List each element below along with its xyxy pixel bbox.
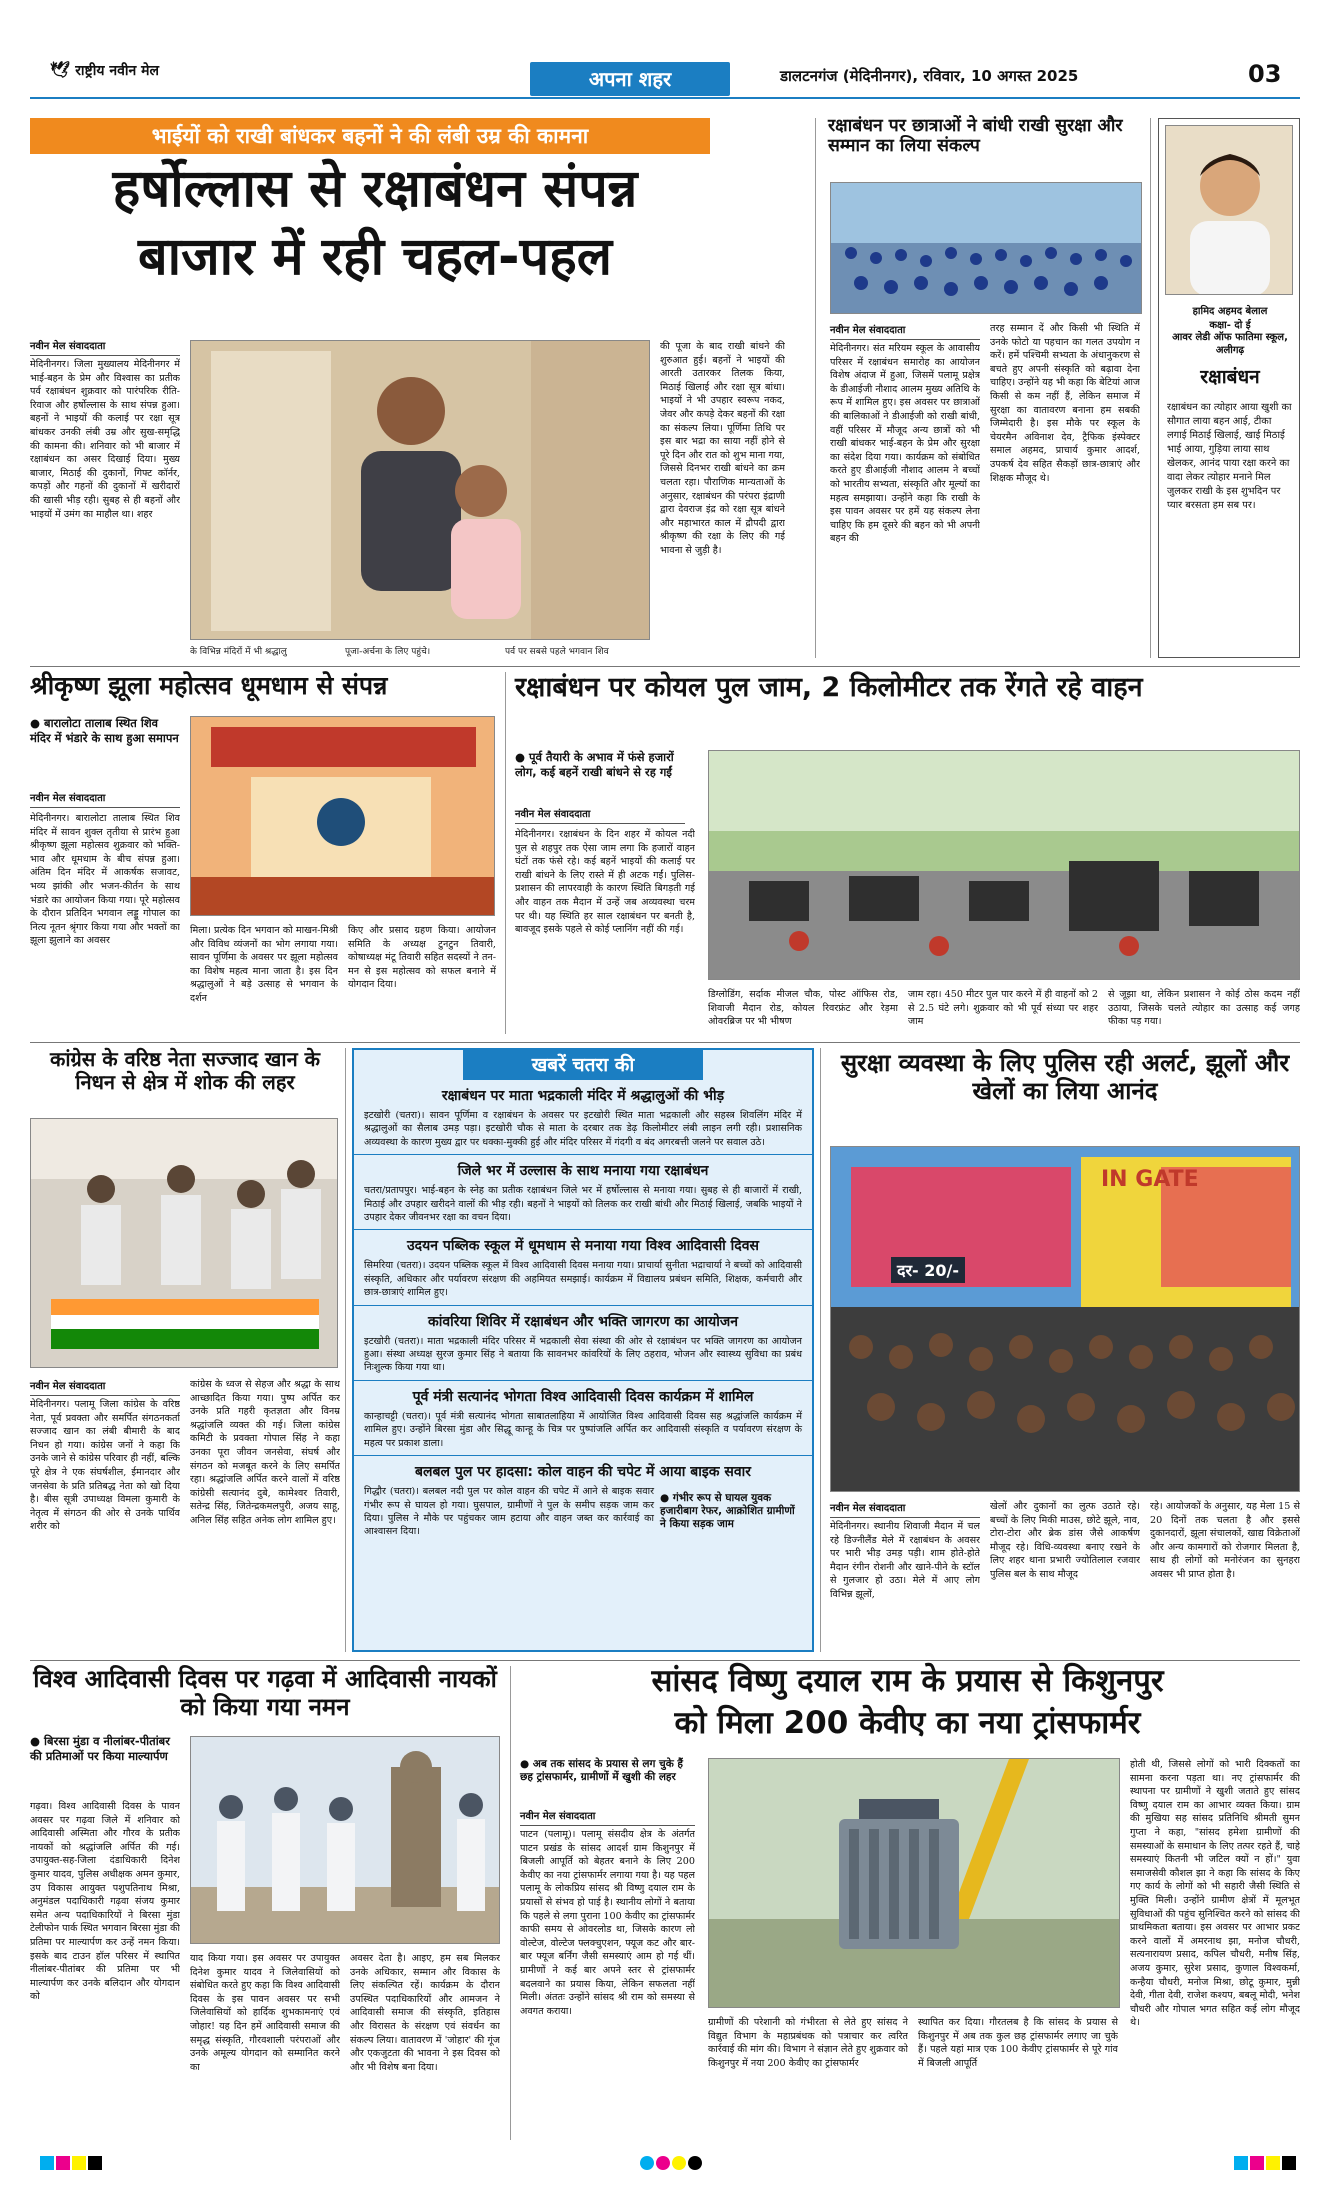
chatra-item-title: उदयन पब्लिक स्कूल में धूमधाम से मनाया गया विश्व आदिवासी दिवस [407, 1238, 759, 1255]
footer-color-bar [40, 2156, 1300, 2170]
chatra-item [354, 1236, 812, 1305]
suraksha-photo [830, 1146, 1300, 1492]
lead-kicker-text: भाईयों को राखी बांधकर बहनों ने की लंबी उम्र की कामना [151, 124, 589, 148]
lead-photo-caption-3: पर्व पर सबसे पहले भगवान शिव [505, 647, 609, 657]
chatra-item-title: बलबल पुल पर हादसा: कोल वाहन की चपेट में आया बाइक सवार [415, 1464, 751, 1481]
transformer-headline-2: को मिला 200 केवीए का नया ट्रांसफार्मर [674, 1705, 1141, 1741]
adivasi-headline: विश्व आदिवासी दिवस पर गढ़वा में आदिवासी नायकों को किया गया नमन [33, 1665, 497, 1721]
krishna-column-2: मिला। प्रत्येक दिन भगवान को माखन-मिश्री और विविध व्यंजनों का भोग लगाया गया। सावन पूर्णिमा के अवसर पर झूला महोत्सव का विशेष महत्व माना जाता है। इस दिन श्रद्धालुओं ने बड़े उत्साह से भगवान के दर्शन [190, 925, 338, 1004]
masthead-logo [50, 60, 159, 80]
fair-crowd-photo [831, 1147, 1300, 1492]
chatra-box [352, 1048, 814, 1652]
congress-byline: नवीन मेल संवाददाता [30, 1378, 180, 1396]
traffic-jam-photo [709, 751, 1300, 980]
suraksha-column-1: मेदिनीनगर। स्थानीय शिवाजी मैदान में चल रहे डिज्नीलैंड मेले में रक्षाबंधन के अवसर पर भारी भीड़ उमड़ पड़ी। शाम होते-होते मैदान रंगीन रोशनी और खाने-पीने के स्टॉल से गुलजार हो उठा। मेले में आए लोग विभिन्न झूलों, [830, 1521, 980, 1600]
rakhi-siblings-photo [191, 341, 650, 640]
chatra-item-body: गिद्धौर (चतरा)। बलबल नदी पुल पर कोल वाहन की चपेट में आने से बाइक सवार गंभीर रूप से घायल हो गया। घुसपाल, ग्रामीणों ने पुल के समीप सड़क जाम कर दिया। पुलिस ने मौके पर पहुंचकर जाम हटाया और वाहन जब्त कर कार्रवाई का आश्वासन दिया। [364, 1486, 654, 1538]
koel-headline: रक्षाबंधन पर कोयल पुल जाम, 2 किलोमीटर तक रेंगते रहे वाहन [515, 672, 1143, 703]
lead-byline: नवीन मेल संवाददाता [30, 338, 180, 356]
transformer-photo [708, 1758, 1120, 2008]
transformer-byline: नवीन मेल संवाददाता [520, 1808, 695, 1826]
chatra-item-title: पूर्व मंत्री सत्यानंद भोगता विश्व आदिवासी दिवस कार्यक्रम में शामिल [412, 1388, 754, 1405]
krishna-headline: श्रीकृष्ण झूला महोत्सव धूमधाम से संपन्न [30, 671, 388, 700]
chatra-item-title: जिले भर में उल्लास के साथ मनाया गया रक्षाबंधन [457, 1163, 709, 1180]
transformer-column-1: पाटन (पलामू)। पलामू संसदीय क्षेत्र के अंतर्गत पाटन प्रखंड के सांसद आदर्श ग्राम किशुनपुर में बिजली आपूर्ति को बेहतर बनाने के लिए 200 केवीए का नया ट्रांसफार्मर लगाया गया है। यह पहल पलामू के लोकप्रिय सांसद श्री विष्णु दयाल राम के प्रयासों से संभव हो पाई है। स्थानीय लोगों ने बताया कि पहले से लगा पुराना 100 केवीए का ट्रांसफार्मर काफी समय से ओवरलोड था, जिसके कारण लो वोल्टेज, वोल्टेज फ्लक्चुएशन, फ्यूज कट और बार-बार फ्यूज बर्निंग जैसी समस्याएं आम हो गई थीं। ग्रामीणों ने कई बार अपने स्तर से ट्रांसफार्मर बदलवाने का प्रयास किया, लेकिन सफलता नहीं मिली। अंततः उन्होंने सांसद श्री राम को समस्या से अवगत कराया। [520, 1829, 695, 2017]
chatra-item [354, 1161, 812, 1230]
child-portrait [1166, 126, 1293, 295]
koel-column-1: मेदिनीनगर। रक्षाबंधन के दिन शहर में कोयल नदी पुल से शहपुर तक ऐसा जाम लगा कि हजारों वाहन घंटों तक फंसे रहे। कई बहनें भाइयों की कलाई पर राखी बांधने के लिए रास्ते में ही अटक गईं। पुलिस-प्रशासन की लापरवाही के कारण स्थिति बिगड़ती गई और वाहन तक मैदान में उन्हें जब अव्यवस्था चरम पर थी। यह स्थिति हर साल रक्षाबंधन पर बनती है, बावजूद इसके पहले से कोई प्लानिंग नहीं की गई। [515, 829, 695, 936]
koel-byline: नवीन मेल संवाददाता [515, 806, 685, 824]
chatra-header-text: खबरें चतरा की [531, 1054, 635, 1076]
suraksha-column-2: खेलों और दुकानों का लुत्फ उठाते रहे। बच्चों के लिए मिकी माउस, छोटे झूले, नाव, टोरा-टोरा और ब्रेक डांस जैसे आकर्षण मौजूद रहे। विधि-व्यवस्था बनाए रखने के लिए शहर थाना प्रभारी ज्योतिलाल रजवार पुलिस बल के साथ मौजूद [990, 1501, 1140, 1580]
koel-photo [708, 750, 1300, 980]
rakhi-poem-box [1158, 118, 1300, 658]
chatra-item [354, 1387, 812, 1456]
in-gate-sign: IN GATE [1101, 1167, 1199, 1192]
lead-photo [190, 340, 650, 640]
dove-icon: 🕊 [50, 60, 71, 79]
lead-column-1: मेदिनीनगर। जिला मुख्यालय मेदिनीनगर में भाई-बहन के प्रेम और विश्वास का प्रतीक पर्व रक्षाबंधन शुक्रवार को पारंपरिक रीति-रिवाज और हर्षोल्लास के साथ संपन्न हुआ। बहनों ने भाइयों की कलाई पर रक्षा सूत्र बांधकर उनकी लंबी उम्र और सुख-समृद्धि की कामना की। शनिवार को भी बाजार में रक्षाबंधन का असर दिखाई दिया। मुख्य बाजार, मिठाई की दुकानों, गिफ्ट कॉर्नर, कपड़ों और गहनों की दुकानों में खरीदारों की खासी भीड़ रही। सुबह से ही बहनों और भाइयों में उमंग का माहौल था। शहर [30, 359, 180, 520]
chatra-item [354, 1462, 812, 1544]
krishna-column-3: किए और प्रसाद ग्रहण किया। आयोजन समिति के अध्यक्ष टुनटुन तिवारी, कोषाध्यक्ष मंटू तिवारी सहित सदस्यों ने तन-मन से इस महोत्सव को सफल बनाने में योगदान दिया। [348, 925, 496, 991]
chatra-header [463, 1050, 703, 1080]
adivasi-column-3: अवसर देता है। आइए, हम सब मिलकर उनके अधिकार, सम्मान और विकास के लिए संकल्पित रहें। कार्यक्रम के दौरान उपस्थित पदाधिकारियों और आमजन ने आदिवासी समाज की संस्कृति, इतिहास और विरासत के संरक्षण एवं संवर्धन का संकल्प लिया। वातावरण में 'जोहार' की गूंज और एकजुटता की भावना ने इस दिवस को और भी विशेष बना दिया। [350, 1953, 500, 2073]
transformer-under-2: स्थापित कर दिया। गौरतलब है कि सांसद के प्रयास से किशुनपुर में अब तक कुल छह ट्रांसफार्मर लगाए जा चुके हैं। पहले यहां मात्र एक 100 केवीए ट्रांसफार्मर से पूरे गांव में बिजली आपूर्ति [918, 2017, 1118, 2069]
page-number: 03 [1248, 60, 1282, 88]
chatra-side-bullet: ● गंभीर रूप से घायल युवक हजारीबाग रेफर, आक्रोशित ग्रामीणों ने किया सड़क जाम [660, 1492, 800, 1531]
poet-name: हामिद अहमद बेलाल [1192, 306, 1268, 317]
chhatra-headline: रक्षाबंधन पर छात्राओं ने बांधी राखी सुरक्षा और सम्मान का लिया संकल्प [828, 116, 1123, 157]
chhatra-photo [830, 182, 1142, 314]
transformer-installation-photo [709, 1759, 1120, 2008]
adivasi-bullet: ● बिरसा मुंडा व नीलांबर-पीतांबर की प्रतिमाओं पर किया माल्यार्पण [30, 1734, 180, 1764]
transformer-under-1: ग्रामीणों की परेशानी को गंभीरता से लेते हुए सांसद ने विद्युत विभाग के महाप्रबंधक को पत्राचार कर त्वरित कार्रवाई की मांग की। विभाग ने संज्ञान लेते हुए शुक्रवार को किशुनपुर में नया 200 केवीए का ट्रांसफार्मर [708, 2017, 908, 2069]
suraksha-headline: सुरक्षा व्यवस्था के लिए पुलिस रही अलर्ट, झूलों और खेलों का लिया आनंद [840, 1049, 1290, 1105]
krishna-photo [190, 716, 495, 916]
chatra-item-body: चतरा/प्रतापपुर। भाई-बहन के स्नेह का प्रतीक रक्षाबंधन जिले भर में हर्षोल्लास से मनाया गया। सुबह से ही बाजारों में राखी, मिठाई और उपहार खरीदने वालों की भीड़ रही। बहनों ने भाइयों को तिलक कर राखी बांधी और मिठाई खिलाई, जबकि भाइयों ने उपहार देकर जीवनभर रक्षा का वचन दिया। [364, 1185, 802, 1224]
chhatra-column-2: तरह सम्मान दें और किसी भी स्थिति में उनके फोटो या पहचान का गलत उपयोग न करें। हमें पश्चिमी सभ्यता के अंधानुकरण से बचते हुए अपनी संस्कृति को बढ़ावा देना चाहिए। उन्होंने यह भी कहा कि बेटियां आज किसी से कम नहीं हैं, लेकिन समाज में सुरक्षा का वातावरण बनाना हम सबकी जिम्मेदारी है। इस मौके पर स्कूल के चेयरमैन अविनाश देव, ट्रैफिक इंस्पेक्टर समाल अहमद, प्राचार्य कुमार आदर्श, उपकर्ष देव सहित सैकड़ों छात्र-छात्राएं और शिक्षक मौजूद थे। [990, 323, 1140, 484]
statue-garlanding-photo [191, 1737, 500, 1944]
chatra-item-body: सिमरिया (चतरा)। उदयन पब्लिक स्कूल में विश्व आदिवासी दिवस मनाया गया। प्राचार्या सुनीता भद्राचार्या ने बच्चों को आदिवासी संस्कृति, अधिकार और पर्यावरण संरक्षण की अहमियत समझाई। कार्यक्रम में विद्यालय प्रबंधन समिति, शिक्षक, कर्मचारी और छात्र-छात्राएं शामिल हुए। [364, 1260, 802, 1299]
transformer-headline-1: सांसद विष्णु दयाल राम के प्रयास से किशुनपुर [651, 1663, 1164, 1699]
section-label [530, 62, 730, 96]
congress-photo [30, 1118, 338, 1368]
chhatra-byline: नवीन मेल संवाददाता [830, 322, 980, 340]
lead-headline-2: बाजार में रही चहल-पहल [137, 227, 613, 287]
congress-column-1: मेदिनीनगर। पलामू जिला कांग्रेस के वरिष्ठ नेता, पूर्व प्रवक्ता और समर्पित संगठनकर्ता सज्जाद खान का लंबी बीमारी के बाद निधन हो गया। कांग्रेस जनों ने कहा कि उनके जाने से कांग्रेस परिवार ही नहीं, बल्कि पूरे क्षेत्र ने एक संघर्षशील, ईमानदार और जनसेवा के प्रति प्रतिबद्ध नेता को खो दिया है। बीस सूत्री उपाध्यक्ष विमला कुमारी के नेतृत्व में संगठन की ओर से उनके पार्थिव शरीर को [30, 1399, 180, 1533]
suraksha-byline: नवीन मेल संवाददाता [830, 1500, 980, 1518]
section-label-text: अपना शहर [588, 67, 672, 91]
school-assembly-photo [831, 183, 1142, 314]
adivasi-column-1: गढ़वा। विश्व आदिवासी दिवस के पावन अवसर पर गढ़वा जिले में शनिवार को आदिवासी अस्मिता और गौरव के प्रतीक नायकों को श्रद्धांजलि अर्पित की गई। उपायुक्त-सह-जिला दंडाधिकारी दिनेश कुमार यादव, पुलिस अधीक्षक अमन कुमार, उप विकास आयुक्त पशुपतिनाथ मिश्रा, अनुमंडल पदाधिकारी गढ़वा संजय कुमार समेत अन्य पदाधिकारियों ने बिरसा मुंडा टेलीफोन पार्क स्थित भगवान बिरसा मुंडा की प्रतिमा पर माल्यार्पण कर उन्हें नमन किया। इसके बाद टाउन हॉल परिसर में स्थापित नीलांबर-पीतांबर की प्रतिमा पर भी माल्यार्पण कर उनके बलिदान और योगदान को [30, 1801, 180, 2003]
congress-headline: कांग्रेस के वरिष्ठ नेता सज्जाद खान के निधन से क्षेत्र में शोक की लहर [49, 1047, 321, 1094]
krishna-column-1: मेदिनीनगर। बारालोटा तालाब स्थित शिव मंदिर में सावन शुक्ल तृतीया से प्रारंभ हुआ श्रीकृष्ण झूला महोत्सव शुक्रवार को भक्ति-भाव और धूमधाम के बीच संपन्न हुआ। अंतिम दिन मंदिर में आकर्षक सजावट, भव्य झांकी और भजन-कीर्तन के साथ भंडारे का आयोजन किया गया। पूरे महोत्सव के दौरान प्रतिदिन भगवान लड्डू गोपाल का नित्य नूतन श्रृंगार किया गया और भक्तों का झूला झुलाने का अवसर [30, 813, 180, 947]
page-header [0, 0, 1325, 100]
chatra-item-body: कान्हाचट्टी (चतरा)। पूर्व मंत्री सत्यानंद भोगता साबातलाहिया में आयोजित विश्व आदिवासी दिवस सह श्रद्धांजलि कार्यक्रम में शामिल हुए। उन्होंने बिरसा मुंडा और सिद्धू कान्हू के चित्र पर पुष्पांजलि अर्पित कर आदिवासी संस्कृति व पर्यावरण संरक्षण के महत्व पर प्रकाश डाला। [364, 1410, 802, 1449]
dateline: डालटनगंज (मेदिनीनगर), रविवार, 10 अगस्त 2025 [780, 67, 1079, 85]
poem-text: रक्षाबंधन का त्योहार आया खुशी का सौगात लाया बहन आई, टीका लगाई मिठाई खिलाई, खाई मिठाई भाई आया, गुड़िया लाया साथ खेलकर, आनंद पाया रक्षा करने का वादा लेकर त्योहार मनाने मिल जुलकर राखी के इस शुभदिन पर प्यार बरसता हम सब पर। [1167, 402, 1292, 511]
koel-under-1: डिग्लोडिंग, सर्दाक मीजल चौक, पोस्ट ऑफिस रोड, शिवाजी मैदान रोड, कोयल रिवरफ्रंट और रेड़मा ओवरब्रिज पर भी भीषण [708, 989, 898, 1028]
lead-kicker [30, 118, 710, 154]
lead-headline-1: हर्षोल्लास से रक्षाबंधन संपन्न [112, 159, 638, 219]
poem-title: रक्षाबंधन [1200, 366, 1260, 388]
adivasi-column-2: याद किया गया। इस अवसर पर उपायुक्त दिनेश कुमार यादव ने जिलेवासियों को संबोधित करते हुए कहा कि विश्व आदिवासी दिवस के इस पावन अवसर पर सभी जिलेवासियों को हार्दिक शुभकामनाएं एवं जोहार! यह दिन हमें आदिवासी समाज की समृद्ध संस्कृति, गौरवशाली परंपराओं और उनके अमूल्य योगदान को सम्मानित करने का [190, 1953, 340, 2073]
temple-decoration-photo [191, 717, 495, 916]
poet-school: आवर लेडी ऑफ फातिमा स्कूल, अलीगढ़ [1172, 332, 1288, 356]
tribute-photo [31, 1119, 338, 1368]
transformer-bullet: ● अब तक सांसद के प्रयास से लग चुके हैं छह ट्रांसफार्मर, ग्रामीणों में खुशी की लहर [520, 1758, 695, 1784]
poet-class: कक्षा- दो ई [1209, 320, 1251, 331]
transformer-column-3: होती थी, जिससे लोगों को भारी दिक्कतों का सामना करना पड़ता था। नए ट्रांसफार्मर की स्थापना पर ग्रामीणों ने खुशी जताते हुए सांसद विष्णु दयाल राम का आभार व्यक्त किया। ग्राम की मुखिया सह सांसद प्रतिनिधि श्रीमती सुमन गुप्ता ने कहा, "सांसद हमेशा ग्रामीणों की समस्याओं के समाधान के लिए तत्पर रहते हैं, चाहे समस्याएं कितनी भी जटिल क्यों न हों।" युवा समाजसेवी कौशल झा ने कहा कि सांसद के किए गए कार्य के लोगों को भी सहारी जैसी स्थिति से मुक्ति मिली। उन्होंने ग्रामीण क्षेत्रों में मूलभूत सुविधाओं की पहुंच सुनिश्चित करने को सांसद की प्राथमिकता बताया। इस अवसर पर आभार प्रकट करने वालों में अमरनाथ झा, मनोज चौधरी, सत्यनारायण प्रसाद, कपिल चौधरी, मनीष सिंह, अजय कुमार, सुरेश प्रसाद, कुणाल विश्वकर्मा, कन्हैया चौधरी, मनोज मिश्रा, छोटू कुमार, मुन्नी देवी, गीता देवी, राजेश कश्यप, बबलू मोदी, भनेश चौधरी और गोपाल भगत सहित कई लोग मौजूद थे। [1130, 1759, 1300, 2029]
suraksha-column-3: रहे। आयोजकों के अनुसार, यह मेला 15 से 20 दिनों तक चलता है और इससे दुकानदारों, झूला संचालकों, खाद्य विक्रेताओं और अन्य कामगारों को रोजगार मिलता है, साथ ही लोगों को मनोरंजन का सुनहरा अवसर भी प्राप्त होता है। [1150, 1501, 1300, 1580]
chhatra-column-1: मेदिनीनगर। संत मरियम स्कूल के आवासीय परिसर में रक्षाबंधन समारोह का आयोजन विशेष अंदाज में हुआ, जिसमें पलामू प्रक्षेत्र के डीआईजी नौशाद आलम मुख्य अतिथि के रूप में शामिल हुए। इस अवसर पर छात्राओं की बालिकाओं ने डीआईजी को राखी बांधी, वहीं परिसर में मौजूद अन्य छात्रों को भी राखी बांधकर भाई-बहन के प्रेम और सुरक्षा का संदेश दिया गया। कार्यक्रम को संबोधित करते हुए डीआईजी नौशाद आलम ने बच्चों को भारतीय सभ्यता, संस्कृति और मूल्यों का महत्व समझाया। उन्होंने कहा कि राखी के इस पावन अवसर पर हमें यह संकल्प लेना चाहिए कि हम दूसरे की बहन को भी अपनी बहन की [830, 343, 980, 545]
krishna-bullet: ● बारालोटा तालाब स्थित शिव मंदिर में भंडारे के साथ हुआ समापन [30, 716, 180, 746]
lead-column-2: की पूजा के बाद राखी बांधने की शुरुआत हुई। बहनों ने भाइयों की आरती उतारकर तिलक किया, मिठाई खिलाई और रक्षा सूत्र बांधा। भाइयों ने भी उपहार स्वरूप नकद, जेवर और कपड़े देकर बहनों की रक्षा का संकल्प लिया। पूर्णिमा तिथि पर इस बार भद्रा का साया नहीं होने से पूरे दिन और रात को शुभ माना गया, जिससे दिनभर राखी बांधने का क्रम चलता रहा। पौराणिक मान्यताओं के अनुसार, रक्षाबंधन की परंपरा इंद्राणी द्वारा देवराज इंद्र को रक्षा सूत्र बांधने और महाभारत काल में द्रौपदी द्वारा श्रीकृष्ण की रक्षा के लिए की गई भावना से जुड़ी है। [660, 341, 785, 556]
adivasi-photo [190, 1736, 500, 1944]
chatra-item-title: रक्षाबंधन पर माता भद्रकाली मंदिर में श्रद्धालुओं की भीड़ [441, 1088, 725, 1104]
krishna-byline: नवीन मेल संवाददाता [30, 790, 180, 808]
lead-photo-caption-1: के विभिन्न मंदिरों में भी श्रद्धालु [190, 647, 287, 657]
child-photo [1165, 125, 1293, 295]
chatra-item [354, 1312, 812, 1381]
chatra-item-body: इटखोरी (चतरा)। सावन पूर्णिमा व रक्षाबंधन के अवसर पर इटखोरी स्थित माता भद्रकाली और सहस्त्र शिवलिंग मंदिर में श्रद्धालुओं का सैलाब उमड़ पड़ा। इटखोरी चौक से माता के दरबार तक डेढ़ किलोमीटर लंबी लाइन लगी रही। प्रशासनिक अव्यवस्था के कारण मुख्य द्वार पर धक्का-मुक्की हुई और मंदिर परिसर में गंदगी व बंद अगरबत्ती जलने पर सवाल उठे। [364, 1110, 802, 1148]
congress-column-2: कांग्रेस के ध्वज से सेहज और श्रद्धा के साथ आच्छादित किया गया। पुष्प अर्पित कर उनके प्रति गहरी कृतज्ञता और विनम्र श्रद्धांजलि व्यक्त की गई। जिला कांग्रेस कमिटी के प्रवक्ता गोपाल सिंह ने कहा उनका पूरा जीवन जनसेवा, संघर्ष और संगठन को मजबूत करने के लिए समर्पित रहा। श्रद्धांजलि अर्पित करने वालों में वरिष्ठ कांग्रेसी सत्यानंद दुबे, कामेश्वर तिवारी, सतेन्द्र सिंह, जितेन्द्रकमलपुरी, अजय साहू, अनिल सिंह सहित अनेक लोग शामिल हुए। [190, 1379, 340, 1526]
header-rule [30, 97, 1300, 99]
koel-under-3: से जूझा था, लेकिन प्रशासन ने कोई ठोस कदम नहीं उठाया, जिसके चलते त्योहार का उत्साह कई जगह फीका पड़ गया। [1108, 989, 1300, 1028]
chatra-item-body: इटखोरी (चतरा)। माता भद्रकाली मंदिर परिसर में भद्रकाली सेवा संस्था की ओर से रक्षाबंधन पर भक्ति जागरण का आयोजन हुआ। संस्था अध्यक्ष सुरज कुमार सिंह ने बताया कि सावनभर कांवरियों के लिए ठहराव, भोजन और स्वास्थ्य सुविधा का प्रबंध निःशुल्क किया गया था। [364, 1335, 802, 1374]
chatra-item-title: कांवरिया शिविर में रक्षाबंधन और भक्ति जागरण का आयोजन [427, 1313, 738, 1330]
koel-bullet: ● पूर्व तैयारी के अभाव में फंसे हजारों लोग, कई बहनें राखी बांधने से रह गईं [515, 750, 680, 780]
koel-under-2: जाम रहा। 450 मीटर पुल पार करने में ही वाहनों को 2 से 2.5 घंटे लगे। शुक्रवार को भी पूर्व संध्या पर शहर जाम [908, 989, 1098, 1028]
logo-text: राष्ट्रीय नवीन मेल [75, 63, 160, 79]
ticket-rate-sign: दर- 20/- [891, 1257, 965, 1283]
lead-photo-caption-2: पूजा-अर्चना के लिए पहुंचे। [345, 647, 431, 657]
chatra-item [354, 1086, 812, 1155]
